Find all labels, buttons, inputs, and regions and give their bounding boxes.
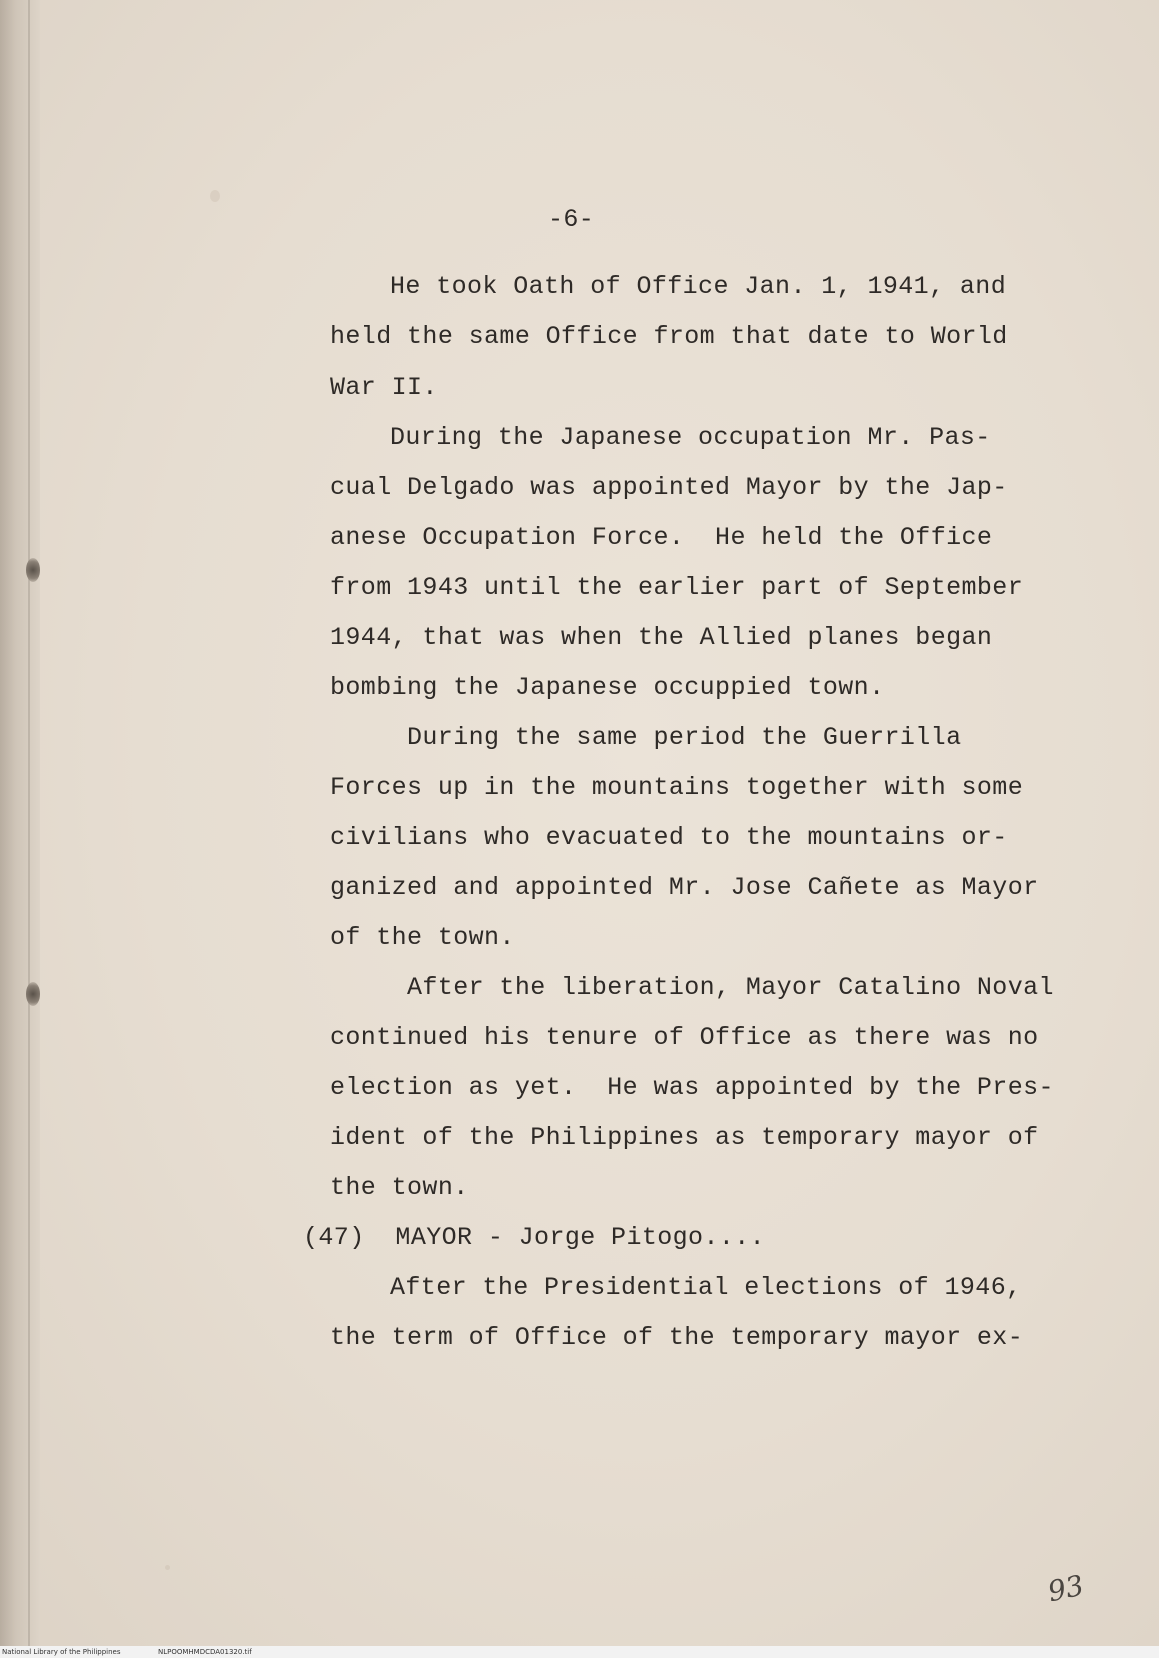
text-line: ganized and appointed Mr. Jose Cañete as Mayor (330, 873, 1039, 902)
text-line: ident of the Philippines as temporary mayor of (330, 1123, 1039, 1152)
text-line: bombing the Japanese occuppied town. (330, 673, 885, 702)
footer-library-name: National Library of the Philippines (2, 1648, 121, 1656)
text-line: 1944, that was when the Allied planes began (330, 623, 993, 652)
binding-crease (28, 0, 30, 1646)
binding-edge (0, 0, 40, 1646)
text-line: continued his tenure of Office as there was no (330, 1023, 1039, 1052)
scan-footer (0, 1646, 1159, 1658)
text-line: anese Occupation Force. He held the Office (330, 523, 993, 552)
paper-stain (165, 1565, 170, 1570)
text-line: During the Japanese occupation Mr. Pas- (390, 423, 991, 452)
handwritten-page-number: 93 (1044, 1568, 1087, 1609)
text-line: from 1943 until the earlier part of September (330, 573, 1024, 602)
text-line: civilians who evacuated to the mountains or- (330, 823, 1008, 852)
punch-hole (26, 982, 40, 1006)
text-line: War II. (330, 373, 438, 402)
text-line: (47) MAYOR - Jorge Pitogo.... (303, 1223, 766, 1252)
text-line: the town. (330, 1173, 469, 1202)
text-line: held the same Office from that date to World (330, 322, 1008, 351)
text-line: He took Oath of Office Jan. 1, 1941, and (390, 272, 1007, 301)
text-line: election as yet. He was appointed by the Pres- (330, 1073, 1054, 1102)
text-line: cual Delgado was appointed Mayor by the Jap- (330, 473, 1008, 502)
text-line: After the Presidential elections of 1946, (390, 1273, 1022, 1302)
punch-hole (26, 558, 40, 582)
page-number: -6- (548, 205, 595, 234)
text-line: During the same period the Guerrilla (407, 723, 962, 752)
footer-file-id: NLPOOMHMDCDA01320.tif (158, 1648, 252, 1656)
text-line: the term of Office of the temporary mayor ex- (330, 1323, 1024, 1352)
text-line: of the town. (330, 923, 515, 952)
paper-stain (210, 190, 220, 202)
text-line: After the liberation, Mayor Catalino Noval (407, 973, 1054, 1002)
text-line: Forces up in the mountains together with some (330, 773, 1024, 802)
